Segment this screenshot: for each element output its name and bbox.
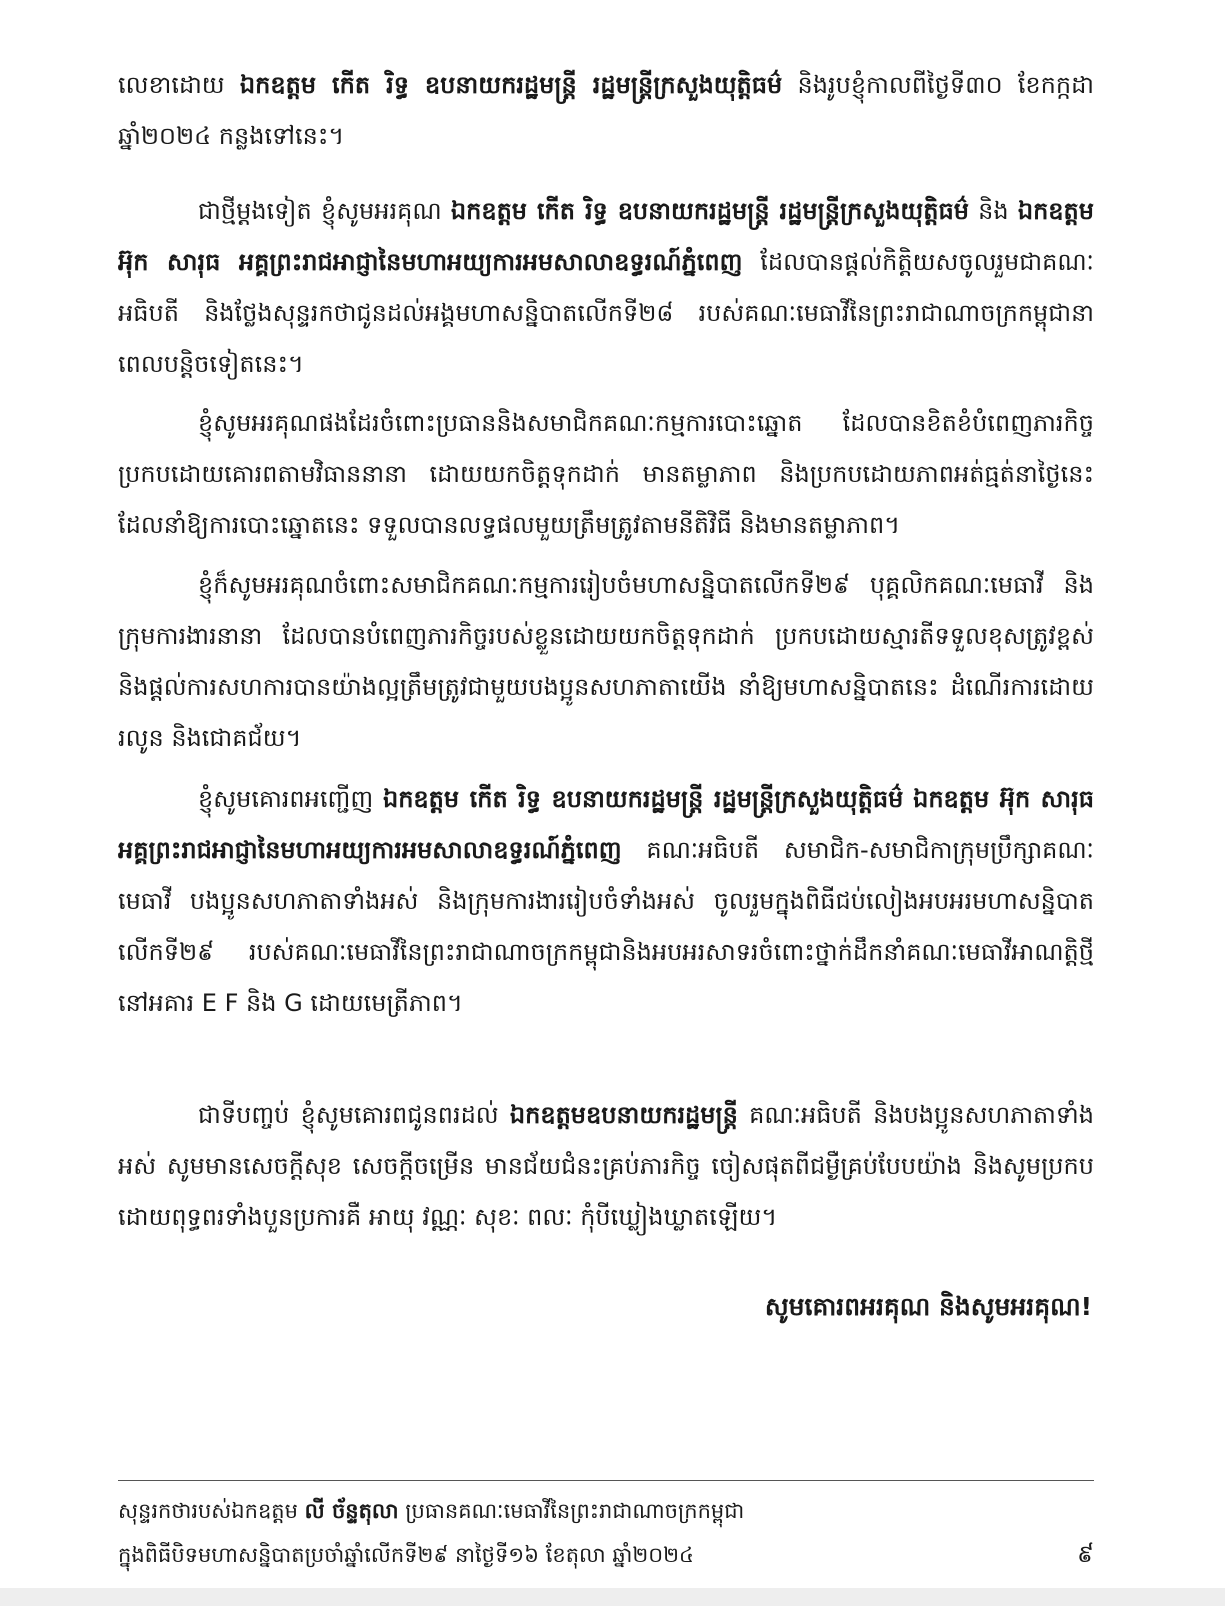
paragraph-letter-reference: លេខាដោយ ឯកឧត្តម កើត រិទ្ធ ឧបនាយករដ្ឋមន្ត្រី រដ្ឋមន្ត្រីក្រសួងយុត្តិធម៌ និងរូបខ្ញុំកាលពីថ្ងៃទី៣០ ខែកក្កដា ឆ្នាំ២០២៤ កន្លងទៅនេះ។	[118, 71, 1094, 150]
footer-speaker-name: លី ច័ន្ទតុលា	[304, 1499, 399, 1523]
bold-name-prosecutor: ឯកឧត្តម អ៊ុក សារុធ អគ្គព្រះរាជអាជ្ញានៃមហាអយ្យការអមសាលាឧទ្ធរណ៍ភ្នំពេញ	[118, 197, 1094, 276]
footer-line-1: សុន្ទរកថារបស់ឯកឧត្តម លី ច័ន្ទតុលា ប្រធានគណៈមេធាវីនៃព្រះរាជាណាចក្រកម្ពុជា	[118, 1499, 745, 1523]
paragraph-thanks-organizers: ខ្ញុំក៏សូមអរគុណចំពោះសមាជិកគណៈកម្មការរៀបចំមហាសន្និបាតលើកទី២៩ បុគ្គលិកគណៈមេធាវី និងក្រុមការងារនានា ដែលបានបំពេញភារកិច្ចរបស់ខ្លួនដោយយកចិត្តទុកដាក់ ប្រកបដោយស្មារតីទទួលខុសត្រូវខ្ពស់ និងផ្តល់ការសហការបានយ៉ាងល្អត្រឹមត្រូវជាមួយបងប្អូនសហភាតាយើង នាំឱ្យមហាសន្និបាតនេះ ដំណើរការដោយរលូន និងជោគជ័យ។	[118, 571, 1094, 752]
paragraph-closing-wishes: ជាទីបញ្ចប់ ខ្ញុំសូមគោរពជូនពរដល់ ឯកឧត្តមឧបនាយករដ្ឋមន្ត្រី គណៈអធិបតី និងបងប្អូនសហភាតាទាំងអស់ សូមមានសេចក្តីសុខ សេចក្តីចម្រើន មានជ័យជំនះគ្រប់ភារកិច្ច ចៀសផុតពីជម្ងឺគ្រប់បែបយ៉ាង និងសូមប្រកបដោយពុទ្ធពរទាំងបួនប្រការគឺ អាយុ វណ្ណៈ សុខៈ ពលៈ កុំបីឃ្លៀងឃ្លាតឡើយ។	[118, 1101, 1094, 1231]
bold-name-deputy-pm-short: ឯកឧត្តមឧបនាយករដ្ឋមន្ត្រី	[509, 1101, 738, 1129]
footer-line-2: ក្នុងពិធីបិទមហាសន្និបាតប្រចាំឆ្នាំលើកទី២៩ នាថ្ងៃទី១៦ ខែតុលា ឆ្នាំ២០២៤	[118, 1543, 694, 1567]
closing-thanks: សូមគោរពអរគុណ និងសូមអរគុណ!	[764, 1292, 1092, 1321]
paragraph-invitation: ខ្ញុំសូមគោរពអញ្ជើញ ឯកឧត្តម កើត រិទ្ធ ឧបនាយករដ្ឋមន្ត្រី រដ្ឋមន្ត្រីក្រសួងយុត្តិធម៌ ឯកឧត្តម អ៊ុក សារុធ អគ្គព្រះរាជអាជ្ញានៃមហាអយ្យការអមសាលាឧទ្ធរណ៍ភ្នំពេញ គណៈអធិបតី សមាជិក-សមាជិកាក្រុមប្រឹក្សាគណៈមេធាវី បងប្អូនសហភាតាទាំងអស់ និងក្រុមការងាររៀបចំទាំងអស់ ចូលរួមក្នុងពិធីជប់លៀងអបអរមហាសន្និបាតលើកទី២៩ របស់គណៈមេធាវីនៃព្រះរាជាណាចក្រកម្ពុជានិងអបអរសាទរចំពោះថ្នាក់ដឹកនាំគណៈមេធាវីអាណត្តិថ្មី នៅអគារ E F និង G ដោយមេត្រីភាព។	[118, 785, 1094, 1017]
bold-name-deputy-pm: ឯកឧត្តម កើត រិទ្ធ ឧបនាយករដ្ឋមន្ត្រី រដ្ឋមន្ត្រីក្រសួងយុត្តិធម៌	[239, 71, 783, 99]
bold-name-deputy-pm: ឯកឧត្តម កើត រិទ្ធ ឧបនាយករដ្ឋមន្ត្រី រដ្ឋមន្ត្រីក្រសួងយុត្តិធម៌	[450, 197, 969, 225]
paragraph-thanks-guests: ជាថ្មីម្តងទៀត ខ្ញុំសូមអរគុណ ឯកឧត្តម កើត រិទ្ធ ឧបនាយករដ្ឋមន្ត្រី រដ្ឋមន្ត្រីក្រសួងយុត្តិធម៌ និង ឯកឧត្តម អ៊ុក សារុធ អគ្គព្រះរាជអាជ្ញានៃមហាអយ្យការអមសាលាឧទ្ធរណ៍ភ្នំពេញ ដែលបានផ្តល់កិត្តិយសចូលរួមជាគណៈអធិបតី និងថ្លែងសុន្ទរកថាជូនដល់អង្គមហាសន្និបាតលើកទី២៨ របស់គណៈមេធាវីនៃព្រះរាជាណាចក្រកម្ពុជានាពេលបន្តិចទៀតនេះ។	[118, 197, 1094, 378]
page-number: ៩	[1077, 1540, 1094, 1568]
page-bottom-edge	[0, 1588, 1225, 1606]
footer-divider	[118, 1480, 1094, 1481]
bold-name-prosecutor: ឯកឧត្តម អ៊ុក សារុធ អគ្គព្រះរាជអាជ្ញានៃមហាអយ្យការអមសាលាឧទ្ធរណ៍ភ្នំពេញ	[118, 785, 1094, 864]
bold-name-deputy-pm: ឯកឧត្តម កើត រិទ្ធ ឧបនាយករដ្ឋមន្ត្រី រដ្ឋមន្ត្រីក្រសួងយុត្តិធម៌	[382, 785, 904, 813]
paragraph-thanks-election-committee: ខ្ញុំសូមអរគុណផងដែរចំពោះប្រធាននិងសមាជិកគណៈកម្មការបោះឆ្នោត ដែលបានខិតខំបំពេញភារកិច្ចប្រកបដោយគោរពតាមវិធាននានា ដោយយកចិត្តទុកដាក់ មានតម្លាភាព និងប្រកបដោយភាពអត់ធ្មត់នាថ្ងៃនេះ ដែលនាំឱ្យការបោះឆ្នោតនេះ ទទួលបានលទ្ធផលមួយត្រឹមត្រូវតាមនីតិវិធី និងមានតម្លាភាព។	[118, 409, 1094, 539]
